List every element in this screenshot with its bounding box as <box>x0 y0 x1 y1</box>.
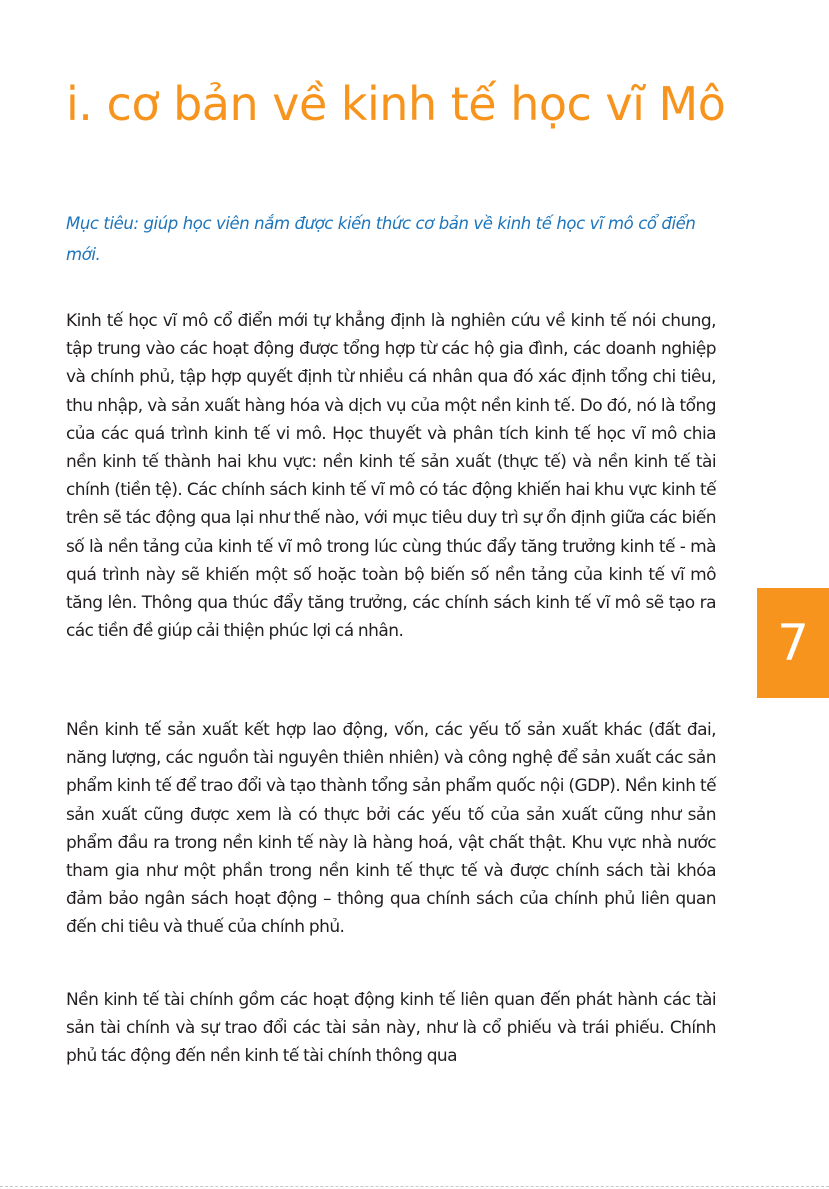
body-paragraph-1: Kinh tế học vĩ mô cổ điển mới tự khẳng định là nghiên cứu về kinh tế nói chung, tập trung vào các hoạt động được tổng hợp từ các hộ gia đình, các doanh nghiệp và chính phủ, tập hợp quyết định từ nhiều cá nhân qua đó xác định tổng chi tiêu, thu nhập, và sản xuất hàng hóa và dịch vụ của một nền kinh tế. Do đó, nó là tổng của các quá trình kinh tế vi mô. Học thuyết và phân tích kinh tế học vĩ mô chia nền kinh tế thành hai khu vực: nền kinh tế sản xuất (thực tế) và nền kinh tế tài chính (tiền tệ). Các chính sách kinh tế vĩ mô có tác động khiến hai khu vực kinh tế trên sẽ tác động qua lại như thế nào, với mục tiêu duy trì sự ổn định giữa các biến số là nền tảng của kinh tế vĩ mô trong lúc cùng thúc đẩy tăng trưởng kinh tế - mà quá trình này sẽ khiến một số hoặc toàn bộ biến số nền tảng của kinh tế vĩ mô tăng lên. Thông qua thúc đẩy tăng trưởng, các chính sách kinh tế vĩ mô sẽ tạo ra các tiền đề giúp cải thiện phúc lợi cá nhân. <box>66 311 716 642</box>
body-paragraph-3: Nền kinh tế tài chính gồm các hoạt động kinh tế liên quan đến phát hành các tài sản tài chính và sự trao đổi các tài sản này, như là cổ phiếu và trái phiếu. Chính phủ tác động đến nền kinh tế tài chính thông qua <box>66 990 716 1067</box>
chapter-number-tab: 7 <box>757 588 829 698</box>
body-paragraph-2: Nền kinh tế sản xuất kết hợp lao động, vốn, các yếu tố sản xuất khác (đất đai, năng lượng, các nguồn tài nguyên thiên nhiên) và công nghệ để sản xuất các sản phẩm kinh tế để trao đổi và tạo thành tổng sản phẩm quốc nội (GDP). Nền kinh tế sản xuất cũng được xem là có thực bởi các yếu tố của sản xuất cũng như sản phẩm đầu ra trong nền kinh tế này là hàng hoá, vật chất thật. Khu vực nhà nước tham gia như một phần trong nền kinh tế thực tế và được chính sách tài khóa đảm bảo ngân sách hoạt động – thông qua chính sách của chính phủ liên quan đến chi tiêu và thuế của chính phủ. <box>66 720 716 938</box>
page-bottom-trim-line <box>0 1186 829 1187</box>
section-objective: Mục tiêu: giúp học viên nắm được kiến thức cơ bản về kinh tế học vĩ mô cổ điển mới. <box>66 214 696 264</box>
section-title: i. cơ bản về kinh tế học vĩ Mô <box>66 77 726 131</box>
